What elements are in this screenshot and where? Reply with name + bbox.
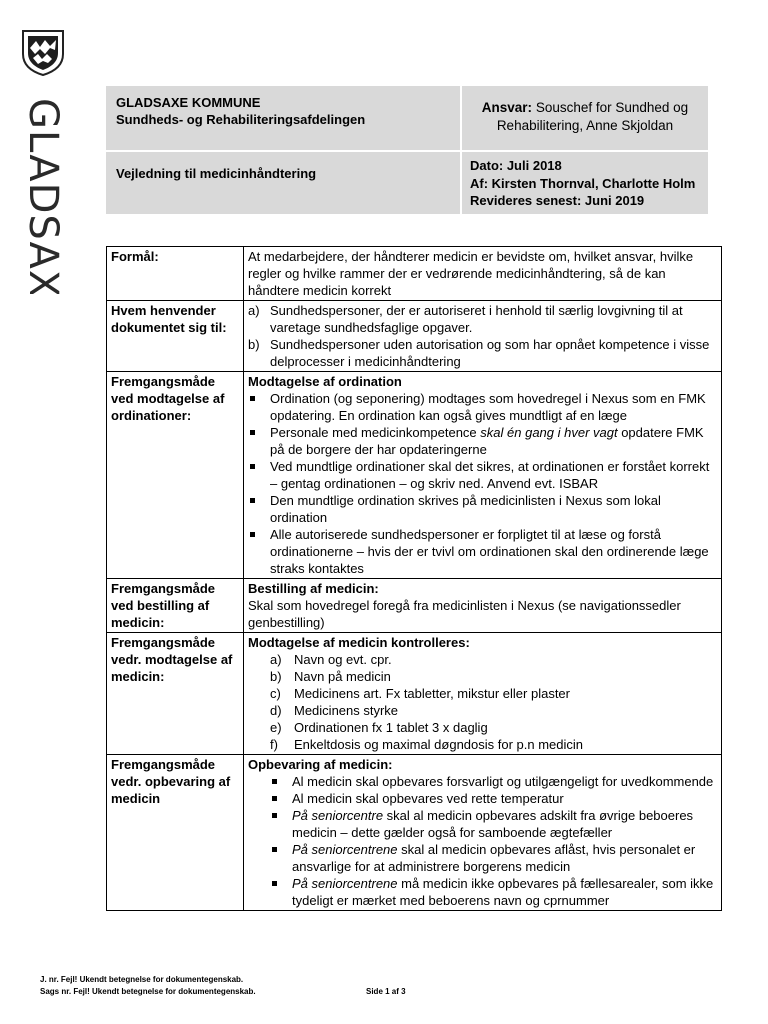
row-content [244,755,722,911]
list-item: c) Medicinens art. Fx tabletter, mikstur eller plaster [270,686,570,701]
list-item: På seniorcentrene skal al medicin opbevares aflåst, hvis personalet er ansvarlige for at administrere borgerens medicin [248,841,717,875]
document-author: Af: Kirsten Thornval, Charlotte Holm [470,175,696,191]
list-item: a) Sundhedspersoner, der er autoriseret i henhold til særlig lovgivning til at varetage sundhedsfaglige opgaver. [248,303,683,335]
row-content [244,579,722,633]
section-text: Skal som hovedregel foregå fra medicinlisten i Nexus (se navigationssedler genbestilling) [248,598,681,630]
row-content [244,372,722,579]
row-label: Fremgangsmåde ved bestilling af medicin: [107,579,244,633]
guideline-table [106,246,722,911]
document-revision: Revideres senest: Juni 2019 [470,193,645,208]
section-title: Opbevaring af medicin: [248,757,393,772]
responsible-label: Ansvar: [481,100,533,115]
row-kontrol [107,633,722,755]
municipality-logo [20,28,66,76]
section-title: Modtagelse af medicin kontrolleres: [248,635,470,650]
document-title: Vejledning til medicinhåndtering [106,152,460,214]
list-item: Ordination (og seponering) modtages som hovedregel i Nexus som en FMK opdatering. En ordination kan også gives mundtligt af en læge [248,390,717,424]
list-item: Al medicin skal opbevares ved rette temperatur [248,790,717,807]
row-label: Fremgangsmåde vedr. modtagelse af medicin: [107,633,244,755]
header-organization [106,86,460,150]
row-content: At medarbejdere, der håndterer medicin er bevidste om, hvilket ansvar, hvilke regler og hvilke rammer der er vedrørende medicinhåndtering, så de kan håndtere medicin korrekt [244,247,722,301]
list-item: På seniorcentrene må medicin ikke opbevares på fællesarealer, som ikke tydeligt er mærket med beboerens navn og cprnummer [248,875,717,909]
row-content [244,633,722,755]
section-title: Modtagelse af ordination [248,374,402,389]
list-item: e) Ordinationen fx 1 tablet 3 x daglig [270,720,488,735]
list-item: Alle autoriserede sundhedspersoner er forpligtet til at læse og forstå ordinationerne – hvis der er tvivl om ordinationen skal den ordinerende læge straks kontaktes [248,526,717,577]
row-label: Formål: [107,247,244,301]
list-item: b) Navn på medicin [270,669,391,684]
page-footer [40,974,406,998]
row-bestilling [107,579,722,633]
svg-text:GLADSAXE: GLADSAXE [20,98,66,294]
list-item: d) Medicinens styrke [270,703,399,718]
journal-number: J. nr. Fejl! Ukendt betegnelse for dokumentegenskab. [40,975,244,984]
document-date: Dato: Juli 2018 [470,158,562,173]
list-item: Den mundtlige ordination skrives på medicinlisten i Nexus som lokal ordination [248,492,717,526]
row-label: Fremgangsmåde vedr. opbevaring af medicin [107,755,244,911]
row-ordination [107,372,722,579]
row-label: Fremgangsmåde ved modtagelse af ordinationer: [107,372,244,579]
row-opbevaring [107,755,722,911]
header-responsible [462,86,708,150]
row-hvem [107,301,722,372]
header-meta [462,152,708,214]
list-item: Personale med medicinkompetence skal én gang i hver vagt opdatere FMK på de borgere der har opdateringerne [248,424,717,458]
org-name: GLADSAXE KOMMUNE [116,95,261,110]
list-item: b) Sundhedspersoner uden autorisation og som har opnået kompetence i visse delprocesser i medicinhåndtering [248,337,710,369]
list-item: På seniorcentre skal al medicin opbevares adskilt fra øvrige beboeres medicin – dette gælder også for samboende ægtefæller [248,807,717,841]
list-item: Al medicin skal opbevares forsvarligt og utilgængeligt for uvedkommende [248,773,717,790]
row-content [244,301,722,372]
audience-list [248,302,717,370]
list-item: f) Enkeltdosis og maximal døgndosis for p.n medicin [270,737,584,752]
department-name: Sundheds- og Rehabiliteringsafdelingen [116,112,366,127]
page-number: Side 1 af 3 [366,987,406,996]
list-item: a) Navn og evt. cpr. [270,652,392,667]
row-label: Hvem henvender dokumentet sig til: [107,301,244,372]
list-item: Ved mundtlige ordinationer skal det sikres, at ordinationen er forstået korrekt – gentag ordinationen – og skriv ned. Anvend evt. ISBAR [248,458,717,492]
storage-list [248,773,717,909]
section-title: Bestilling af medicin: [248,581,379,596]
case-number: Sags nr. Fejl! Ukendt betegnelse for dokumentegenskab. [40,987,256,996]
responsible-value: Souschef for Sundhed og Rehabilitering, Anne Skjoldan [496,100,689,133]
side-title [14,94,74,294]
row-formal [107,247,722,301]
control-list [248,651,717,753]
ordination-list [248,390,717,577]
